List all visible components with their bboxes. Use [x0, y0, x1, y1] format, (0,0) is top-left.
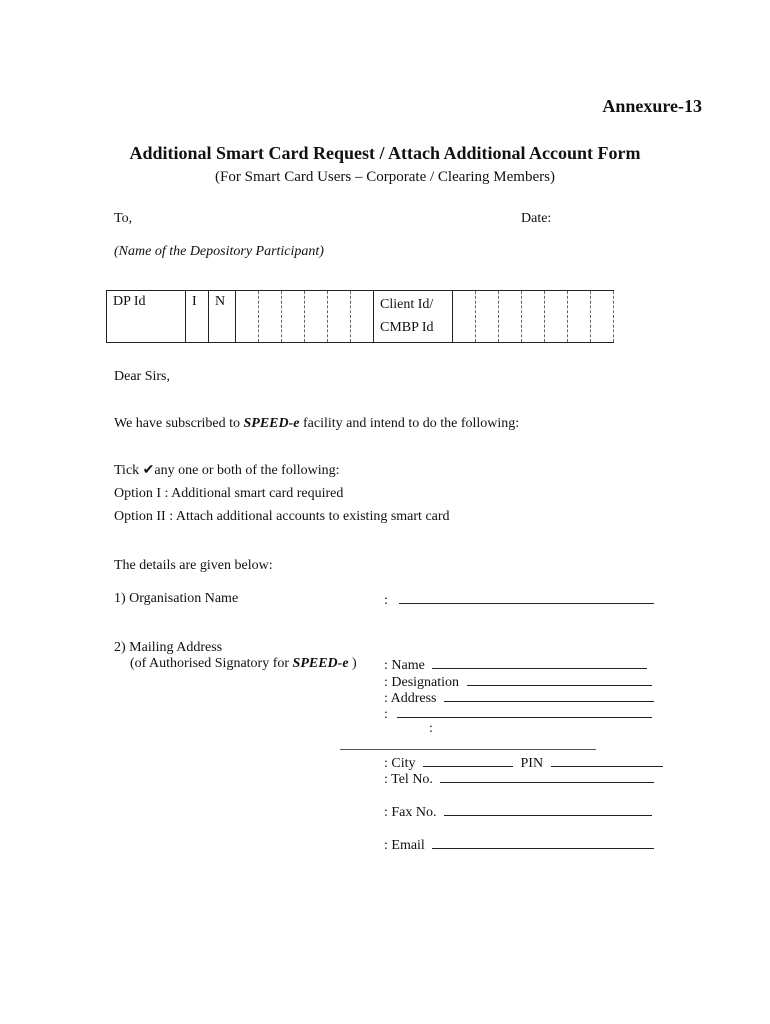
dp-id-box[interactable]	[351, 291, 374, 343]
dp-id-label: DP Id	[107, 291, 186, 343]
city-label: : City	[384, 756, 416, 771]
fax-line[interactable]	[444, 803, 652, 816]
client-id-box[interactable]	[476, 291, 499, 343]
dp-prefix-i: I	[186, 291, 209, 343]
org-name-label: 1) Organisation Name	[114, 591, 239, 606]
dp-id-box[interactable]	[328, 291, 351, 343]
auth-signatory-before: (of Authorised Signatory for	[130, 656, 293, 671]
dp-id-box[interactable]	[236, 291, 259, 343]
address-line-1[interactable]	[444, 689, 654, 702]
id-table	[106, 290, 614, 343]
tel-line[interactable]	[440, 770, 654, 783]
designation-label: : Designation	[384, 675, 460, 690]
fax-label: : Fax No.	[384, 805, 437, 820]
client-id-box[interactable]	[545, 291, 568, 343]
name-line[interactable]	[432, 656, 647, 669]
client-id-box[interactable]	[522, 291, 545, 343]
tick-text-after: any one or both of the following:	[154, 463, 340, 478]
option-2-label: Option II : Attach additional accounts to existing smart card	[114, 509, 450, 524]
form-title: Additional Smart Card Request / Attach Additional Account Form	[129, 143, 641, 163]
client-id-label	[374, 291, 453, 343]
email-label: : Email	[384, 838, 425, 853]
dp-id-box[interactable]	[305, 291, 328, 343]
tel-label: : Tel No.	[384, 772, 433, 787]
client-id-box[interactable]	[568, 291, 591, 343]
option-1[interactable]	[114, 486, 343, 502]
intent-text-before: We have subscribed to	[114, 416, 244, 431]
dp-name-label: (Name of the Depository Participant)	[114, 244, 324, 259]
email-line[interactable]	[432, 836, 654, 849]
tick-instruction	[114, 462, 339, 479]
intent-text-after: facility and intend to do the following:	[299, 416, 520, 431]
address-line-2-field[interactable]	[384, 705, 652, 723]
tel-field[interactable]	[384, 770, 654, 788]
annexure-label: Annexure-13	[602, 96, 702, 116]
details-intro: The details are given below:	[114, 558, 273, 573]
address-label: : Address	[384, 691, 437, 706]
email-field[interactable]	[384, 836, 654, 854]
option-1-label: Option I : Additional smart card required	[114, 486, 344, 501]
client-id-box[interactable]	[453, 291, 476, 343]
dp-id-box[interactable]	[282, 291, 305, 343]
tick-text-before: Tick	[114, 463, 143, 478]
form-subtitle: (For Smart Card Users – Corporate / Clearing Members)	[215, 169, 555, 185]
dp-prefix-n: N	[209, 291, 236, 343]
org-name-colon: :	[384, 593, 388, 608]
intent-statement	[114, 416, 519, 432]
address-line-3[interactable]	[340, 749, 596, 750]
fax-field[interactable]	[384, 803, 652, 821]
dp-id-box[interactable]	[259, 291, 282, 343]
salutation: Dear Sirs,	[114, 369, 170, 384]
client-id-box[interactable]	[591, 291, 614, 343]
pin-label: PIN	[520, 756, 544, 771]
pin-line[interactable]	[551, 754, 663, 767]
designation-line[interactable]	[467, 673, 652, 686]
date-label: Date:	[521, 211, 552, 226]
client-id-box[interactable]	[499, 291, 522, 343]
client-id-label-line2: CMBP Id	[380, 320, 434, 335]
city-line[interactable]	[423, 754, 513, 767]
option-2[interactable]	[114, 509, 450, 525]
address-line-3-colon: :	[429, 721, 433, 736]
auth-signatory-after: )	[348, 656, 357, 671]
client-id-label-line1: Client Id/	[380, 297, 434, 312]
to-label: To,	[114, 211, 133, 226]
name-field[interactable]	[384, 656, 647, 674]
auth-signatory-label	[130, 656, 357, 672]
speed-e-brand: SPEED-e	[243, 416, 300, 431]
address-line-2-colon: :	[384, 707, 388, 722]
org-name-field[interactable]	[384, 591, 654, 609]
auth-signatory-brand: SPEED-e	[292, 656, 349, 671]
address-line-2[interactable]	[397, 705, 652, 718]
mailing-address-label: 2) Mailing Address	[114, 640, 223, 655]
name-label: : Name	[384, 658, 425, 673]
org-name-line[interactable]	[399, 591, 654, 604]
checkmark-icon: ✔	[142, 463, 155, 478]
